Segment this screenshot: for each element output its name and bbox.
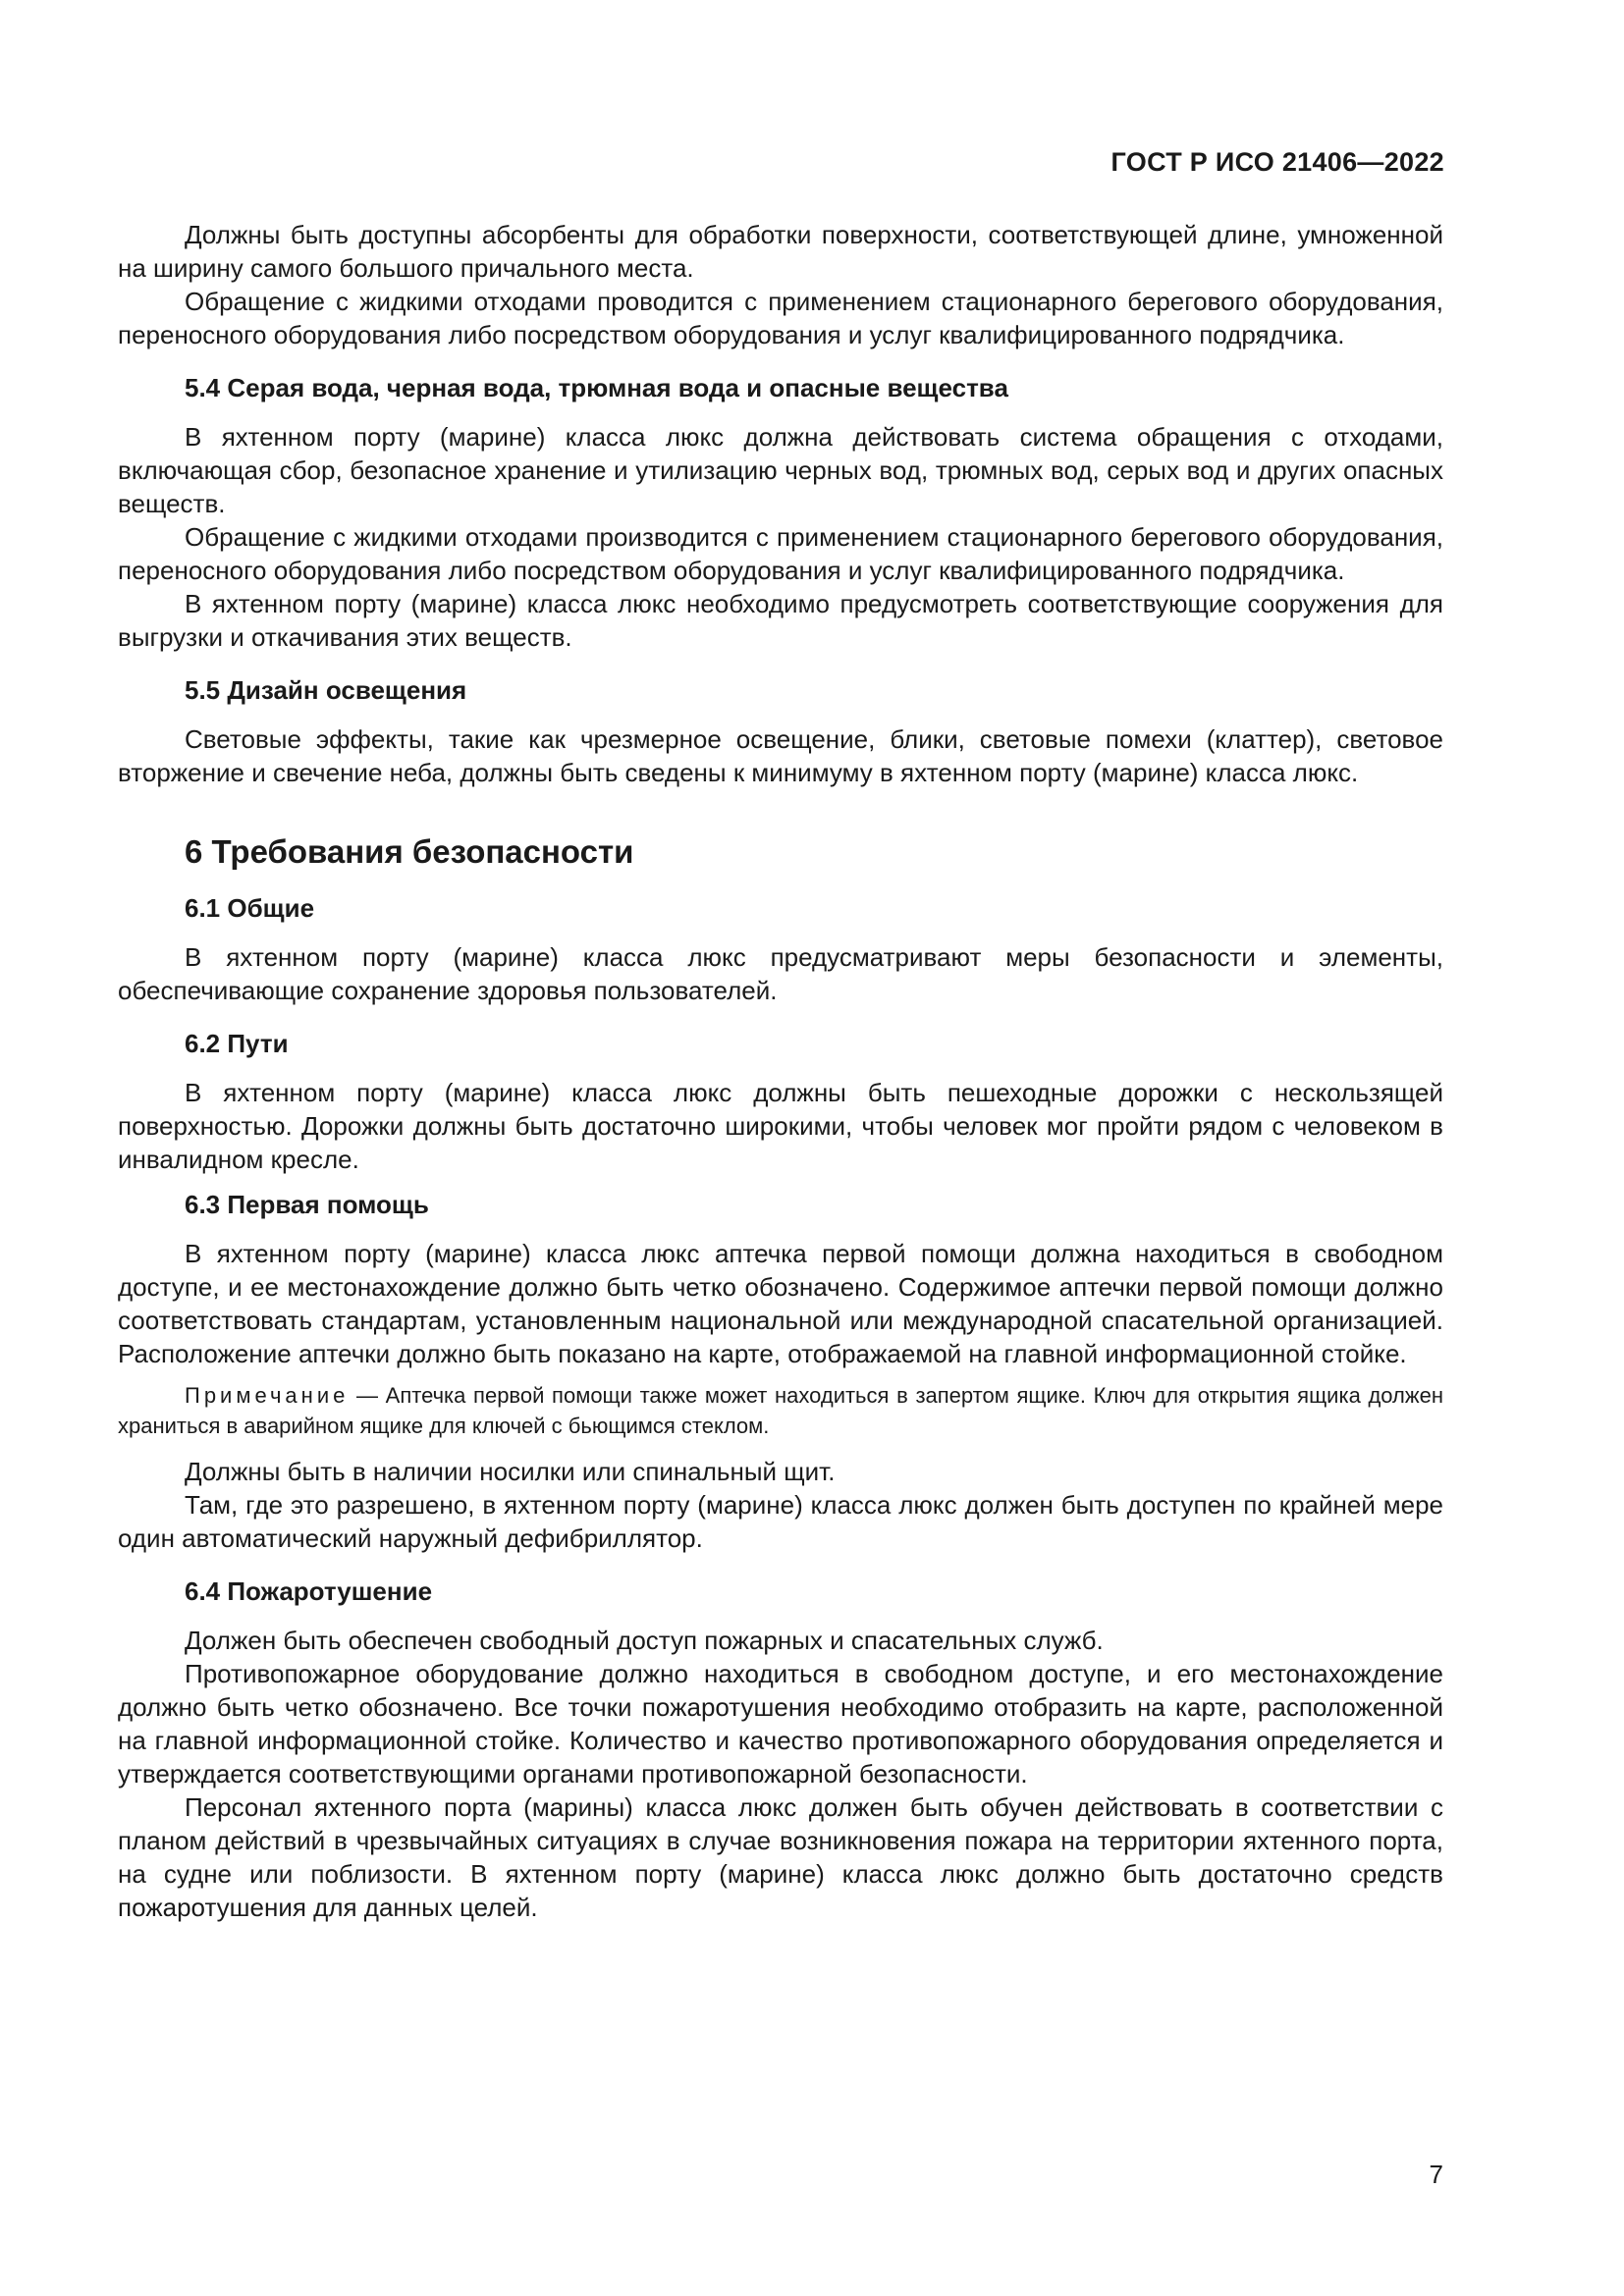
paragraph: Световые эффекты, такие как чрезмерное освещение, блики, световые помехи (клаттер), световое вторжение и свечение неба, должны быть сведены к минимуму в яхтенном порту (марине) класса люкс. <box>118 724 1443 787</box>
paragraph: Должны быть в наличии носилки или спинальный щит. <box>185 1457 836 1486</box>
section-6-4-heading: 6.4 Пожаротушение <box>185 1576 433 1606</box>
paragraph: Должны быть доступны абсорбенты для обработки поверхности, соответствующей длине, умноженной на ширину самого большого причального места. <box>118 220 1443 283</box>
page-body <box>118 218 1443 1924</box>
section-6-3-heading: 6.3 Первая помощь <box>185 1190 429 1219</box>
paragraph: Там, где это разрешено, в яхтенном порту (марине) класса люкс должен быть доступен по крайней мере один автоматический наружный дефибриллятор. <box>118 1490 1443 1553</box>
section-6-heading: 6 Требования безопасности <box>185 833 634 870</box>
paragraph: Персонал яхтенного порта (марины) класса люкс должен быть обучен действовать в соответствии с планом действий в чрезвычайных ситуациях в случае возникновения пожара на территории яхтенного порта, на судне или поблизости. В яхтенном порту (марине) класса люкс должно быть достаточно средств пожаротушения для данных целей. <box>118 1792 1443 1922</box>
section-6-1-heading: 6.1 Общие <box>185 893 315 923</box>
section-6-2-heading: 6.2 Пути <box>185 1029 289 1058</box>
note-text: — Аптечка первой помощи также может находиться в запертом ящике. Ключ для открытия ящика должен храниться в аварийном ящике для ключей с бьющимся стеклом. <box>118 1383 1443 1438</box>
paragraph: Обращение с жидкими отходами производится с применением стационарного берегового оборудования, переносного оборудования либо посредством оборудования и услуг квалифицированного подрядчика. <box>118 522 1443 585</box>
document-code-header: ГОСТ Р ИСО 21406—2022 <box>1110 147 1444 177</box>
section-5-4-heading: 5.4 Серая вода, черная вода, трюмная вода и опасные вещества <box>185 373 1008 402</box>
paragraph: Должен быть обеспечен свободный доступ пожарных и спасательных служб. <box>185 1626 1104 1655</box>
paragraph: Противопожарное оборудование должно находиться в свободном доступе, и его местонахождение должно быть четко обозначено. Все точки пожаротушения необходимо отобразить на карте, расположенной на главной информационной стойке. Количество и качество противопожарного оборудования определяется и утверждается соответствующими органами противопожарной безопасности. <box>118 1659 1443 1789</box>
paragraph: В яхтенном порту (марине) класса люкс должна действовать система обращения с отходами, включающая сбор, безопасное хранение и утилизацию черных вод, трюмных вод, серых вод и других опасных веществ. <box>118 422 1443 518</box>
paragraph: В яхтенном порту (марине) класса люкс предусматривают меры безопасности и элементы, обеспечивающие сохранение здоровья пользователей. <box>118 942 1443 1005</box>
paragraph: В яхтенном порту (марине) класса люкс аптечка первой помощи должна находиться в свободном доступе, и ее местонахождение должно быть четко обозначено. Содержимое аптечки первой помощи должно соответствовать стандартам, установленным национальной или международной спасательной организацией. Расположение аптечки должно быть показано на карте, отображаемой на главной информационной стойке. <box>118 1239 1443 1368</box>
note-label: Примечание <box>185 1383 350 1408</box>
page-number: 7 <box>1429 2160 1443 2189</box>
note <box>118 1380 1443 1441</box>
paragraph: Обращение с жидкими отходами проводится с применением стационарного берегового оборудования, переносного оборудования либо посредством оборудования и услуг квалифицированного подрядчика. <box>118 287 1443 349</box>
section-5-5-heading: 5.5 Дизайн освещения <box>185 675 467 705</box>
paragraph: В яхтенном порту (марине) класса люкс необходимо предусмотреть соответствующие сооружения для выгрузки и откачивания этих веществ. <box>118 589 1443 652</box>
paragraph: В яхтенном порту (марине) класса люкс должны быть пешеходные дорожки с нескользящей поверхностью. Дорожки должны быть достаточно широкими, чтобы человек мог пройти рядом с человеком в инвалидном кресле. <box>118 1078 1443 1174</box>
